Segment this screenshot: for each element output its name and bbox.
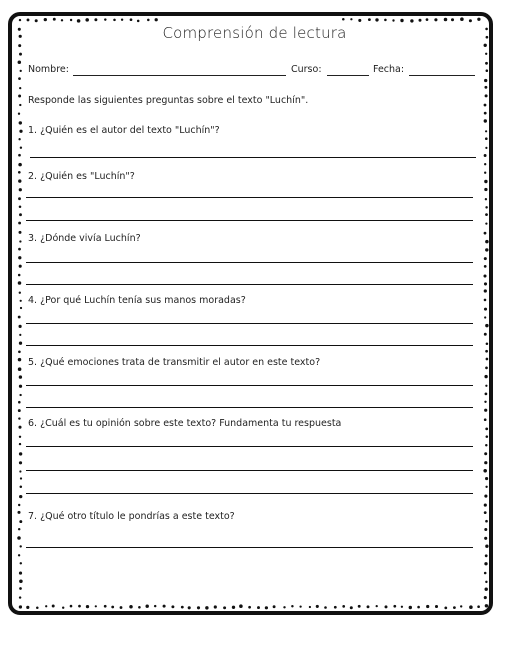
nombre-label: Nombre: — [28, 64, 69, 75]
question-3: 3. ¿Dónde vivía Luchín? — [28, 233, 141, 244]
nombre-field[interactable] — [73, 75, 286, 76]
question-1: 1. ¿Quién es el autor del texto "Luchín"? — [28, 125, 220, 136]
answer-line[interactable] — [26, 262, 473, 263]
answer-line[interactable] — [26, 323, 473, 324]
answer-line[interactable] — [26, 407, 473, 408]
worksheet-title: Comprensión de lectura — [162, 24, 347, 42]
answer-line[interactable] — [26, 547, 473, 548]
answer-line[interactable] — [26, 345, 473, 346]
question-2: 2. ¿Quién es "Luchín"? — [28, 171, 135, 182]
fecha-label: Fecha: — [373, 64, 405, 75]
fecha-field[interactable] — [409, 75, 475, 76]
answer-line[interactable] — [26, 385, 473, 386]
curso-label: Curso: — [291, 64, 322, 75]
answer-line[interactable] — [26, 446, 473, 447]
answer-line[interactable] — [26, 284, 473, 285]
question-4: 4. ¿Por qué Luchín tenía sus manos moradas? — [28, 295, 246, 306]
instruction-text: Responde las siguientes preguntas sobre el texto "Luchín". — [28, 95, 309, 106]
question-7: 7. ¿Qué otro título le pondrías a este texto? — [28, 511, 235, 522]
question-6: 6. ¿Cuál es tu opinión sobre este texto? Fundamenta tu respuesta — [28, 418, 342, 429]
answer-line[interactable] — [26, 493, 473, 494]
curso-field[interactable] — [327, 75, 369, 76]
answer-line[interactable] — [26, 197, 473, 198]
answer-line[interactable] — [26, 220, 473, 221]
answer-line[interactable] — [30, 157, 476, 158]
question-5: 5. ¿Qué emociones trata de transmitir el autor en este texto? — [28, 357, 321, 368]
answer-line[interactable] — [26, 470, 473, 471]
